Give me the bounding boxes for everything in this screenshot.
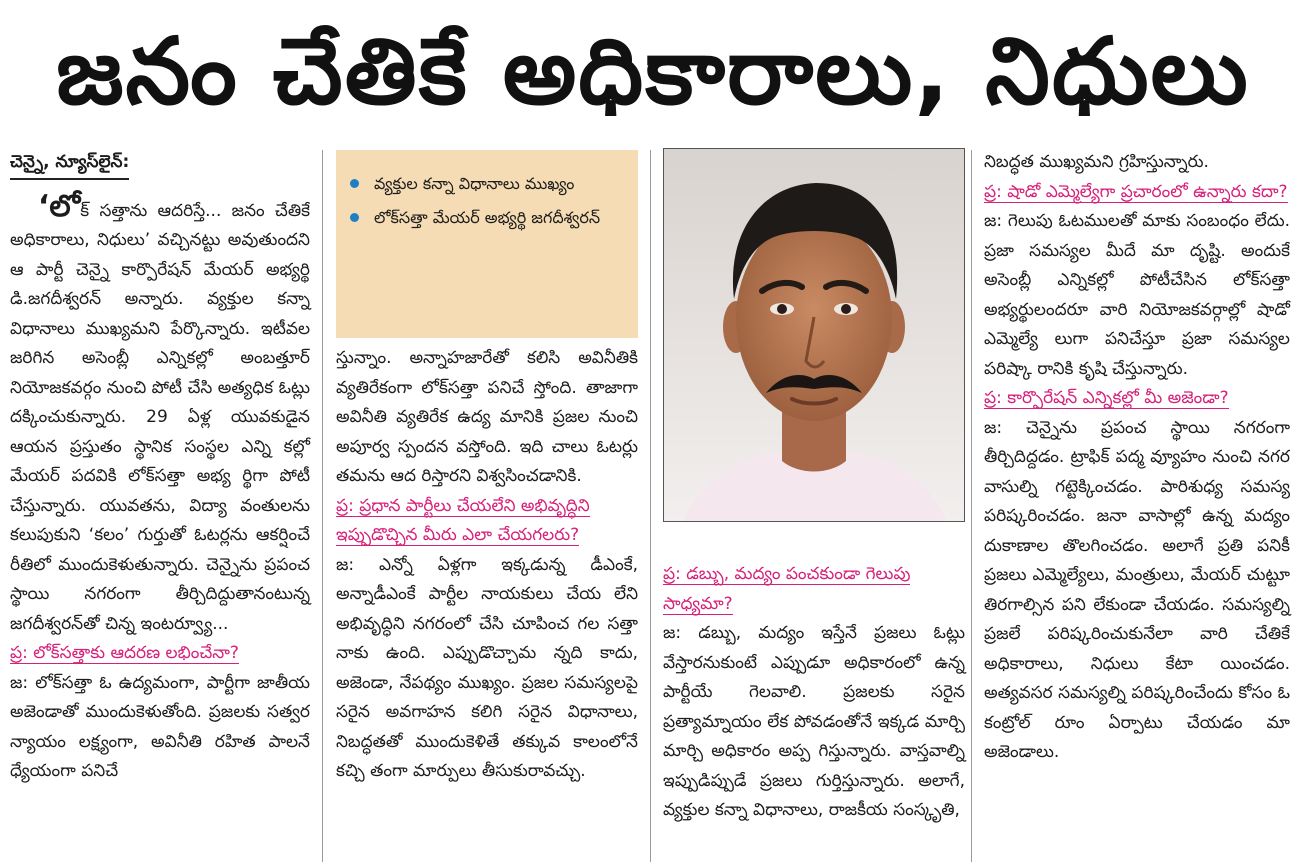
answer-1: జ: లోక్‌సత్తా ఓ ఉద్యమంగా, పార్టీగా జాతీయ అజెండాతో ముందుకెళుతోంది. ప్రజలకు సత్వర న్యాయం లక్ష్యంగా, అవినీతి రహిత పాలనే ధ్యేయంగా పనిచే bbox=[10, 672, 310, 781]
question-5: ప్ర: కార్పొరేషన్ ఎన్నికల్లో మీ అజెండా? bbox=[984, 388, 1229, 408]
portrait-photo bbox=[663, 148, 965, 522]
answer-4: జ: గెలుపు ఓటములతో మాకు సంబంధం లేదు. ప్రజా సమస్యల మీదే మా దృష్టి. అందుకే అసెంబ్లీ ఎన్నికల్లో పోటీచేసిన లోక్‌సత్తా అభ్యర్థులందరూ వారి నియోజకవర్గాల్లో షాడో ఎమ్మెల్యే లుగా పనిచేస్తూ ప్రజా సమస్యల పరిష్కా రానికి కృషి చేస్తున్నారు. bbox=[984, 211, 1290, 379]
column-divider bbox=[650, 150, 651, 862]
column-2 bbox=[336, 344, 638, 787]
question-4: ప్ర: షాడో ఎమ్మెల్యేగా ప్రచారంలో ఉన్నారు కదా? bbox=[984, 181, 1288, 202]
portrait-icon bbox=[664, 149, 964, 521]
highlight-box bbox=[336, 150, 638, 338]
lead-paragraph bbox=[10, 188, 310, 640]
headline: జనం చేతికే అధికారాలు, నిధులు bbox=[56, 18, 1250, 125]
highlight-item: లోక్‌సత్తా మేయర్ అభ్యర్థి జగదీశ్వరన్ bbox=[350, 204, 626, 232]
column-divider bbox=[971, 150, 972, 862]
highlight-item: వ్యక్తుల కన్నా విధానాలు ముఖ్యం bbox=[350, 170, 626, 198]
question-1: ప్ర: లోక్‌సత్తాకు ఆదరణ లభించేనా? bbox=[10, 643, 239, 663]
answer-3: జ: డబ్బు, మద్యం ఇస్తేనే ప్రజలు ఓట్లు వేస్తారనుకుంటే ఎప్పుడూ అధికారంలో ఉన్న పార్టీయే గెలవాలి. ప్రజలకు సరైన ప్రత్యామ్నాయం లేక పోవడంతోనే ఇక్కడ మార్చి మార్చి అధికారం అప్ప గిస్తున్నారు. వాస్తవాల్ని ఇప్పుడిప్పుడే ప్రజలు గుర్తిస్తున్నారు. అలాగే, వ్యక్తుల కన్నా విధానాలు, రాజకీయ సంస్కృతి, bbox=[663, 623, 965, 820]
answer-5: జ: చెన్నైను ప్రపంచ స్థాయి నగరంగా తీర్చిదిద్దడం. ట్రాఫిక్ పద్మ వ్యూహం నుంచి నగర వాసుల్ని గట్టెక్కించడం. పారిశుధ్య సమస్య పరిష్కరించడం. జనా వాసాల్లో ఉన్న మద్యం దుకాణాల తొలగించడం. అలాగే ప్రతి పనికీ ప్రజలు ఎమ్మెల్యేలు, మంత్రులు, మేయర్ చుట్టూ తిరగాల్సిన పని లేకుండా చేయడం. సమస్యల్ని ప్రజలే పరిష్కరించుకునేలా వారి చేతికే అధికారాలు, నిధులు కేటా యించడం. అత్యవసర సమస్యల్ని పరిష్కరించేందు కోసం ఓ కంట్రోల్ రూం ఏర్పాటు చేయడం మా అజెండాలు. bbox=[984, 417, 1290, 762]
paragraph: స్తున్నాం. అన్నాహజారేతో కలిసి అవినీతికి వ్యతిరేకంగా లోక్‌సత్తా పనిచే స్తోంది. తాజాగా అవినీతి వ్యతిరేక ఉద్య మానికి ప్రజల నుంచి అపూర్వ స్పందన వస్తోంది. ఇది చాలు ఓటర్లు తమను ఆద రిస్తారని విశ్వసించడానికి. bbox=[336, 348, 638, 486]
lead-text: క్ సత్తాను ఆదరిస్తే... జనం చేతికే అధికారాలు, నిధులు’ వచ్చినట్టు అవుతుందని ఆ పార్టీ చెన్నై కార్పొరేషన్ మేయర్ అభ్యర్థి డి.జగదీశ్వరన్ అన్నారు. వ్యక్తుల కన్నా విధానాలు ముఖ్యమని పేర్కొన్నారు. ఇటీవల జరిగిన అసెంబ్లీ ఎన్నికల్లో అంబత్తూర్ నియోజకవర్గం నుంచి పోటీ చేసి అత్యధిక ఓట్లు దక్కించుకున్నారు. 29 ఏళ్ల యువకుడైన ఆయన ప్రస్తుతం స్థానిక సంస్థల ఎన్ని కల్లో మేయర్ పదవికి లోక్‌సత్తా అభ్య ర్థిగా పోటీ చేస్తున్నారు. యువతను, విద్యా వంతులను కలుపుకుని ‘కలం’ గుర్తుతో ఓటర్లను ఆకర్షించే రీతిలో ముందుకెళుతున్నారు. చెన్నైను ప్రపంచ స్థాయి నగరంగా తీర్చిదిద్దుతానంటున్న జగదీశ్వరన్‌తో చిన్న ఇంటర్వ్యూ... bbox=[10, 200, 310, 634]
dateline: చెన్నై, న్యూస్‌లైన్: bbox=[10, 148, 129, 180]
column-1 bbox=[10, 148, 310, 787]
bullet-icon bbox=[350, 213, 359, 222]
paragraph: నిబద్ధత ముఖ్యమని గ్రహిస్తున్నారు. bbox=[984, 152, 1209, 172]
column-divider bbox=[322, 150, 323, 862]
question-3: ప్ర: డబ్బు, మద్యం పంచకుండా గెలుపు సాధ్యమా? bbox=[663, 564, 911, 614]
column-3 bbox=[663, 560, 965, 826]
answer-2: జ: ఎన్నో ఏళ్లగా ఇక్కడున్న డీఎంకే, అన్నాడీఎంకే పార్టీల నాయకులు చేయ లేని అభివృద్ధిని నగరంలో చేసి చూపించ గల సత్తా నాకు ఉంది. ఎప్పుడొచ్చామ న్నది కాదు, అజెండా, నేపథ్యం ముఖ్యం. ప్రజల సమస్యలపై సరైన అవగాహన కలిగి సరైన విధానాలు, నిబద్ధతతో ముందుకెళితే తక్కువ కాలంలోనే కచ్చి తంగా మార్పులు తీసుకురావచ్చు. bbox=[336, 554, 638, 781]
column-4 bbox=[984, 148, 1290, 768]
lead-drop-text: ‘లో bbox=[38, 188, 81, 224]
bullet-icon bbox=[350, 179, 359, 188]
question-2: ప్ర: ప్రధాన పార్టీలు చేయలేని అభివృద్ధిని ఇప్పుడొచ్చిన మీరు ఎలా చేయగలరు? bbox=[336, 495, 590, 545]
